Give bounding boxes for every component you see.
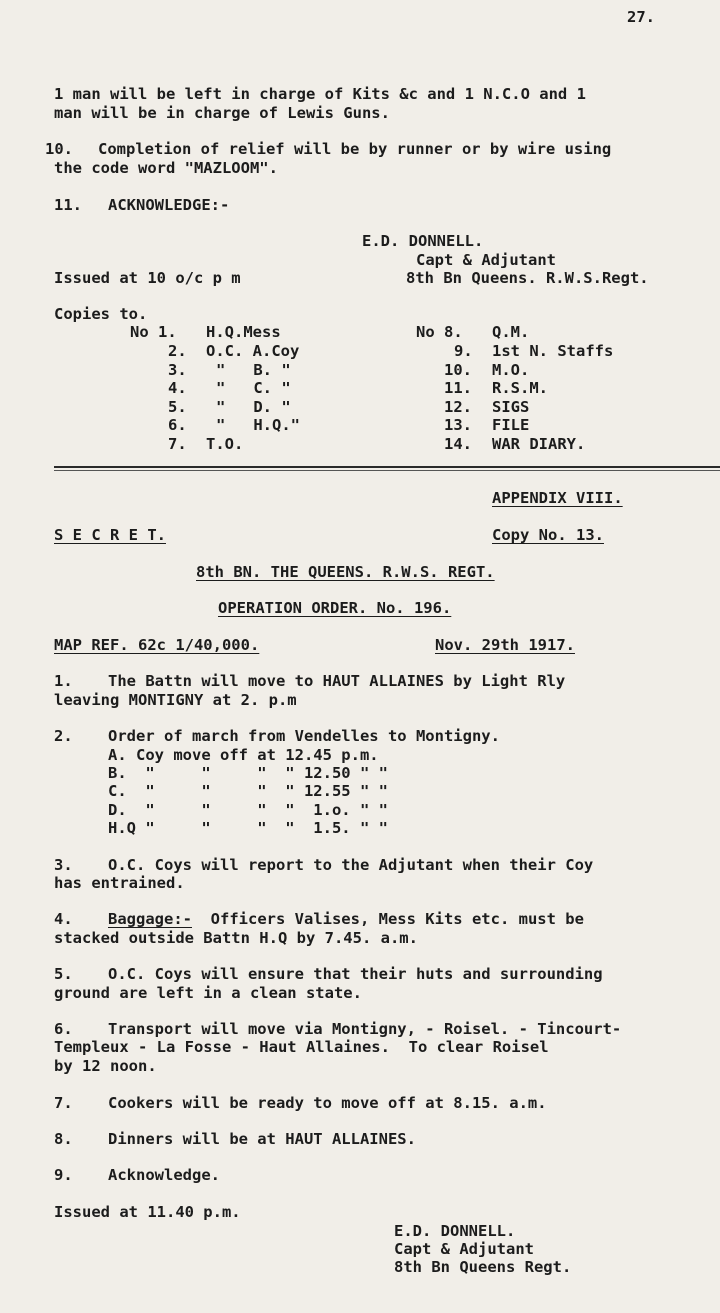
copy-left-5-to: " D. "	[216, 398, 291, 416]
copy-left-1-no: No 1.	[130, 323, 177, 341]
para-6-line-1: Transport will move via Montigny, - Roisel. - Tincourt-	[108, 1020, 622, 1038]
para-7-text: Cookers will be ready to move off at 8.15. a.m.	[108, 1094, 547, 1112]
signature-rank: Capt & Adjutant	[416, 251, 556, 269]
signature-name: E.D. DONNELL.	[362, 232, 484, 250]
para-6-line-2: Templeux - La Fosse - Haut Allaines. To clear Roisel	[54, 1038, 549, 1056]
para-2-line-1: Order of march from Vendelles to Montigny.	[108, 727, 500, 745]
order-signature-name: E.D. DONNELL.	[394, 1222, 516, 1240]
section-separator	[54, 466, 720, 468]
para-5-number: 5.	[54, 965, 73, 983]
para-3-number: 3.	[54, 856, 73, 874]
march-row-b: B. " " " " 12.50 " "	[108, 764, 388, 782]
copy-left-3-no: 3.	[168, 361, 187, 379]
para-6-number: 6.	[54, 1020, 73, 1038]
para-5-line-2: ground are left in a clean state.	[54, 984, 362, 1002]
march-row-d: D. " " " " 1.o. " "	[108, 801, 388, 819]
order-signature-rank: Capt & Adjutant	[394, 1240, 534, 1258]
para-10-line-2: the code word "MAZLOOM".	[54, 159, 278, 177]
para-10-number: 10.	[45, 140, 73, 158]
para-5-line-1: O.C. Coys will ensure that their huts and surrounding	[108, 965, 603, 983]
unit-heading: 8th BN. THE QUEENS. R.W.S. REGT.	[196, 563, 495, 581]
copy-right-13-no: 13.	[444, 416, 472, 434]
copy-left-6-to: " H.Q."	[216, 416, 300, 434]
copy-right-14-to: WAR DIARY.	[492, 435, 586, 453]
copy-left-7-no: 7.	[168, 435, 187, 453]
continuation-line-2: man will be in charge of Lewis Guns.	[54, 104, 390, 122]
copy-right-9-to: 1st N. Staffs	[492, 342, 614, 360]
para-4-line-2: stacked outside Battn H.Q by 7.45. a.m.	[54, 929, 418, 947]
copy-right-13-to: FILE	[492, 416, 530, 434]
copy-left-6-no: 6.	[168, 416, 187, 434]
para-2-number: 2.	[54, 727, 73, 745]
para-4-line-1	[108, 910, 584, 928]
para-10-line-1: Completion of relief will be by runner or by wire using	[98, 140, 612, 158]
map-reference: MAP REF. 62c 1/40,000.	[54, 636, 260, 654]
para-8-text: Dinners will be at HAUT ALLAINES.	[108, 1130, 416, 1148]
copy-left-2-no: 2.	[168, 342, 187, 360]
copy-number: Copy No. 13.	[492, 526, 604, 544]
para-4-line-1-rest: Officers Valises, Mess Kits etc. must be	[192, 910, 584, 928]
copy-left-3-to: " B. "	[216, 361, 291, 379]
copy-right-8-to: Q.M.	[492, 323, 530, 341]
copy-right-12-to: SIGS	[492, 398, 530, 416]
march-row-hq: H.Q " " " " 1.5. " "	[108, 819, 388, 837]
para-3-line-2: has entrained.	[54, 874, 185, 892]
copy-right-8-no: No 8.	[416, 323, 463, 341]
copy-right-11-no: 11.	[444, 379, 472, 397]
copy-left-5-no: 5.	[168, 398, 187, 416]
para-3-line-1: O.C. Coys will report to the Adjutant when their Coy	[108, 856, 594, 874]
para-11-text: ACKNOWLEDGE:-	[108, 196, 230, 214]
para-9-number: 9.	[54, 1166, 73, 1184]
section-separator-shadow	[54, 470, 720, 471]
copy-left-1-to: H.Q.Mess	[206, 323, 281, 341]
copy-right-10-no: 10.	[444, 361, 472, 379]
copies-to-heading: Copies to.	[54, 305, 148, 323]
appendix-label: APPENDIX VIII.	[492, 489, 623, 507]
order-signature-unit: 8th Bn Queens Regt.	[394, 1258, 572, 1276]
para-8-number: 8.	[54, 1130, 73, 1148]
copy-left-2-to: O.C. A.Coy	[206, 342, 300, 360]
para-1-line-2: leaving MONTIGNY at 2. p.m	[54, 691, 297, 709]
copy-right-10-to: M.O.	[492, 361, 530, 379]
march-row-a: A. Coy move off at 12.45 p.m.	[108, 746, 379, 764]
copy-left-4-to: " C. "	[216, 379, 291, 397]
secret-label: S E C R E T.	[54, 526, 166, 544]
copy-left-7-to: T.O.	[206, 435, 244, 453]
order-date: Nov. 29th 1917.	[435, 636, 575, 654]
baggage-heading: Baggage:-	[108, 910, 192, 928]
issued-time: Issued at 10 o/c p m	[54, 269, 241, 287]
para-6-line-3: by 12 noon.	[54, 1057, 157, 1075]
copy-right-14-no: 14.	[444, 435, 472, 453]
copy-right-12-no: 12.	[444, 398, 472, 416]
copy-left-4-no: 4.	[168, 379, 187, 397]
para-11-number: 11.	[54, 196, 82, 214]
order-issued-time: Issued at 11.40 p.m.	[54, 1203, 241, 1221]
para-1-line-1: The Battn will move to HAUT ALLAINES by Light Rly	[108, 672, 566, 690]
para-9-text: Acknowledge.	[108, 1166, 220, 1184]
para-7-number: 7.	[54, 1094, 73, 1112]
copy-right-11-to: R.S.M.	[492, 379, 548, 397]
continuation-line-1: 1 man will be left in charge of Kits &c and 1 N.C.O and 1	[54, 85, 586, 103]
signature-unit: 8th Bn Queens. R.W.S.Regt.	[406, 269, 649, 287]
page-number: 27.	[627, 8, 655, 26]
march-row-c: C. " " " " 12.55 " "	[108, 782, 388, 800]
copy-right-9-no: 9.	[454, 342, 473, 360]
order-title: OPERATION ORDER. No. 196.	[218, 599, 452, 617]
para-4-number: 4.	[54, 910, 73, 928]
para-1-number: 1.	[54, 672, 73, 690]
